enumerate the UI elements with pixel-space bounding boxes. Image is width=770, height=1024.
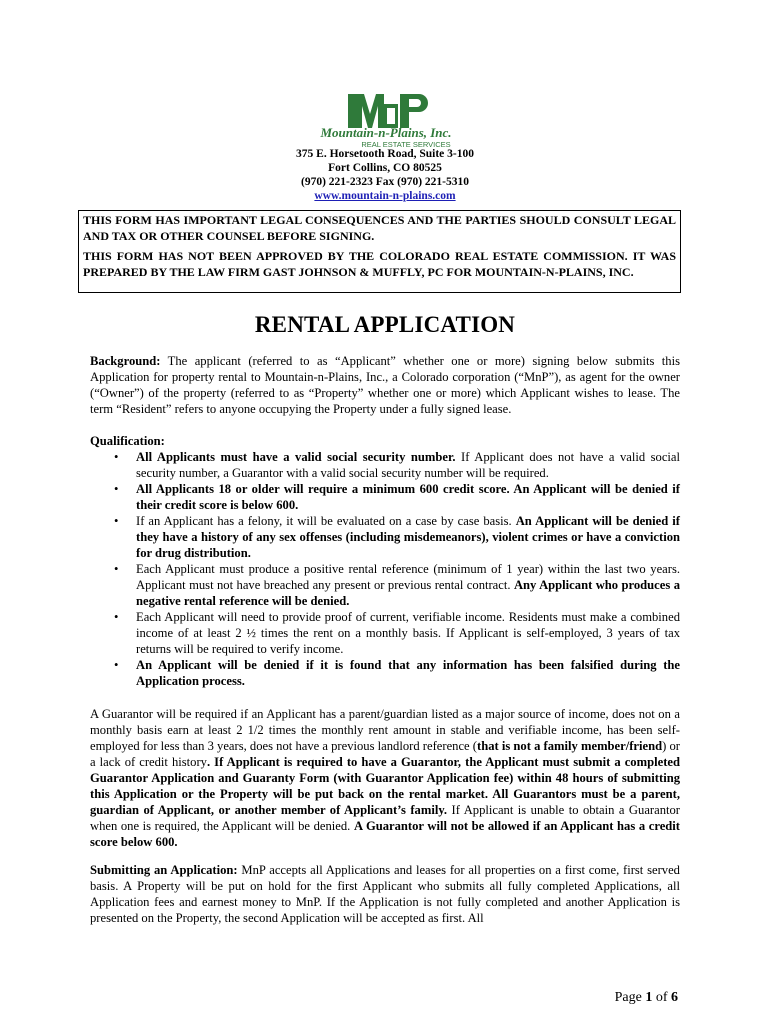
legal-notice-box	[78, 210, 681, 293]
list-item: • An Applicant will be denied if it is found that any information has been falsified during the Application process.	[114, 658, 680, 688]
page-title: RENTAL APPLICATION	[254, 312, 516, 337]
list-item: • If an Applicant has a felony, it will be evaluated on a case by case basis. An Applicant will be denied if they have a history of any sex offenses (including misdemeanors), violent crimes or have a conviction for drug distribution.	[114, 514, 680, 560]
bullet-icon: •	[114, 658, 119, 672]
submitting-label: Submitting an Application:	[90, 863, 238, 877]
legal-notice-2: THIS FORM HAS NOT BEEN APPROVED BY THE COLORADO REAL ESTATE COMMISSION. IT WAS PREPARED BY THE LAW FIRM GAST JOHNSON & MUFFLY, PC FOR MOUNTAIN-N-PLAINS, INC.	[83, 249, 676, 279]
qualification-section	[90, 433, 680, 689]
address-street: 375 E. Horsetooth Road, Suite 3-100	[296, 148, 474, 160]
bullet-icon: •	[114, 450, 119, 464]
list-item: • All Applicants must have a valid social security number. If Applicant does not have a valid social security number, a Guarantor with a valid social security number will be required.	[114, 450, 680, 480]
bullet-icon: •	[114, 562, 119, 576]
list-item: • Each Applicant must produce a positive rental reference (minimum of 1 year) within the last two years. Applicant must not have breached any present or previous rental contract. Any Applicant who produces a negative rental reference will be denied.	[114, 562, 680, 608]
bullet-icon: •	[114, 514, 119, 528]
address-city: Fort Collins, CO 80525	[328, 162, 442, 174]
website-link[interactable]: www.mountain-n-plains.com	[314, 190, 456, 202]
legal-notice-1: THIS FORM HAS IMPORTANT LEGAL CONSEQUENCES AND THE PARTIES SHOULD CONSULT LEGAL AND TAX OR OTHER COUNSEL BEFORE SIGNING.	[83, 213, 676, 243]
background-text: The applicant (referred to as “Applicant” whether one or more) signing below submits this Application for property rental to Mountain-n-Plains, Inc., a Colorado corporation (“MnP”), as agent for the owner (“Owner”) of the property (referred to as “Property” whether one or more) which Applicant wishes to lease. The term “Resident” refers to anyone occupying the Property under a fully signed lease.	[90, 354, 680, 416]
phone-fax: (970) 221-2323 Fax (970) 221-5310	[300, 176, 469, 188]
page-number: Page 1 of 6	[614, 990, 678, 1005]
submitting-text: MnP accepts all Applications and leases for all properties on a first come, first served basis. A Property will be put on hold for the first Applicant who submits all fully completed Applications, all Application fees and earnest money to MnP. If the Application is not fully completed and another Application is presented on the Property, the second Application will be accepted as first. All	[90, 863, 680, 925]
list-item: • All Applicants 18 or older will require a minimum 600 credit score. An Applicant will be denied if their credit score is below 600.	[114, 482, 680, 512]
background-label: Background:	[90, 354, 161, 368]
bullet-icon: •	[114, 610, 119, 624]
list-item: • Each Applicant will need to provide proof of current, verifiable income. Residents must make a combined income of at least 2 ½ times the rent on a monthly basis. If Applicant is self-employed, 3 years of tax returns will be required to verify income.	[114, 610, 680, 656]
background-section	[90, 353, 680, 417]
bullet-icon: •	[114, 482, 119, 496]
svg-text:REAL ESTATE SERVICES: REAL ESTATE SERVICES	[361, 140, 451, 148]
guarantor-section: A Guarantor will be required if an Applicant has a parent/guardian listed as a major source of income, does not on a monthly basis earn at least 2 1/2 times the monthly rent amount in stable and verifiable income, has been self-employed for less than 3 years, does not have a previous landlord reference (that is not a family member/friend) or a lack of credit history. If Applicant is required to have a Guarantor, the Applicant must submit a completed Guarantor Application and Guaranty Form (with Guarantor Application fee) within 48 hours of submitting this Application or the Property will be put back on the rental market. All Guarantors must be a parent, guardian of Applicant, or another member of Applicant’s family. If Applicant is unable to obtain a Guarantor when one is required, the Applicant will be denied. A Guarantor will not be allowed if an Applicant has a credit score below 600.	[90, 707, 680, 849]
company-logo	[288, 92, 484, 148]
svg-text:Mountain-n-Plains, Inc.: Mountain-n-Plains, Inc.	[320, 125, 452, 140]
qualification-label: Qualification:	[90, 434, 165, 448]
submitting-section	[90, 862, 680, 926]
